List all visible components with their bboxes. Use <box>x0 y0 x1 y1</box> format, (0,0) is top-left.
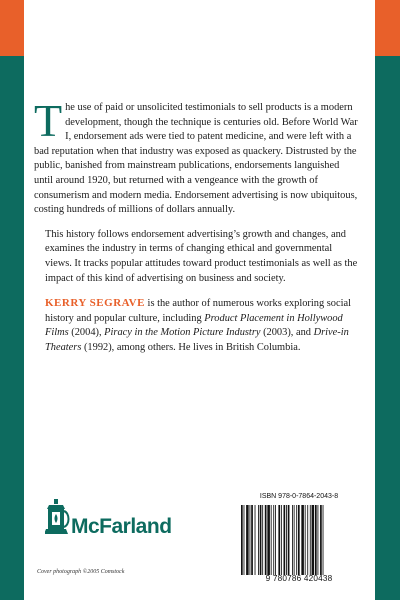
author-bio-text: is the author of numerous works exploring social history and popular culture, including <box>45 298 351 324</box>
author-bio-text: (1992), among others. He lives in British Columbia. <box>81 341 301 353</box>
barcode-bar <box>286 505 287 575</box>
barcode-bar <box>298 505 300 575</box>
barcode-bar <box>323 505 324 575</box>
barcode-bar <box>267 505 270 575</box>
author-bio-text: (2004), <box>68 327 105 339</box>
barcode-bar <box>251 505 253 575</box>
barcode-bar <box>292 505 293 575</box>
barcode-bar <box>301 505 304 575</box>
barcode-bar <box>288 505 290 575</box>
barcode-bar <box>258 505 259 575</box>
barcode-bar <box>241 505 243 575</box>
lantern-logo-icon <box>45 499 73 541</box>
isbn-barcode-block <box>233 494 365 590</box>
publisher-name: McFarland <box>71 515 172 538</box>
barcode-bar <box>273 505 274 575</box>
barcode-bar <box>255 505 256 575</box>
barcode-digits: 9 780786 420438 <box>265 574 333 583</box>
barcode-bar <box>294 505 295 575</box>
blurb-paragraph-1 <box>34 95 360 218</box>
barcode-bar <box>278 505 280 575</box>
barcode-bar <box>284 505 286 575</box>
barcode-bar <box>262 505 263 575</box>
barcode-bar <box>310 505 311 575</box>
paragraph-1-text: he use of paid or unsolicited testimonials to sell products is a modern development, though the technique is centuries old. Before World War I, endorsement ads were tied to patent medicine, and were left with a bad reputation when that industry was exposed as quackery. Distrusted by the public, banished from mainstream publications, endorsements languished until around 1920, but returned with a vengeance with the growth of consumerism and modern media. Endorsement advertising is now ubiquitous, costing hundreds of millions of dollars annually. <box>34 102 358 216</box>
barcode-bar <box>312 505 315 575</box>
blurb-paragraph-2: This history follows endorsement advertising’s growth and changes, and examines the industry in terms of changing ethical and governmental views. It tracks popular attitudes toward product testimonials as well as the impact of this kind of advertising on business and society. <box>45 228 358 284</box>
barcode-bar <box>296 505 297 575</box>
barcode-bar <box>265 505 267 575</box>
barcode-bar <box>260 505 262 575</box>
barcode-bar <box>307 505 308 575</box>
barcode-bar <box>320 505 322 575</box>
barcode-bar <box>244 505 245 575</box>
drop-cap: T <box>34 95 63 146</box>
barcode-bar <box>271 505 272 575</box>
cover-photo-credit: Cover photograph ©2005 Comstock <box>37 569 125 575</box>
book-title: Drive-in Theaters <box>45 327 349 353</box>
publisher-logo <box>45 499 195 549</box>
barcode-bar <box>275 505 276 575</box>
book-title: Product Placement in Hollywood Films <box>45 312 343 339</box>
barcode <box>239 505 359 577</box>
isbn-number: ISBN 978-0-7864-2043-8 <box>259 493 339 500</box>
author-bio <box>34 296 360 355</box>
author-name: KERRY SEGRAVE <box>45 297 145 310</box>
blurb-text <box>34 95 360 366</box>
barcode-bar <box>318 505 319 575</box>
barcode-bar <box>305 505 306 575</box>
barcode-bar <box>281 505 282 575</box>
book-title: Piracy in the Motion Picture Industry <box>104 327 261 339</box>
barcode-bar <box>246 505 249 575</box>
barcode-bar <box>250 505 251 575</box>
barcode-bar <box>315 505 317 575</box>
author-bio-text: (2003), and <box>260 327 314 339</box>
